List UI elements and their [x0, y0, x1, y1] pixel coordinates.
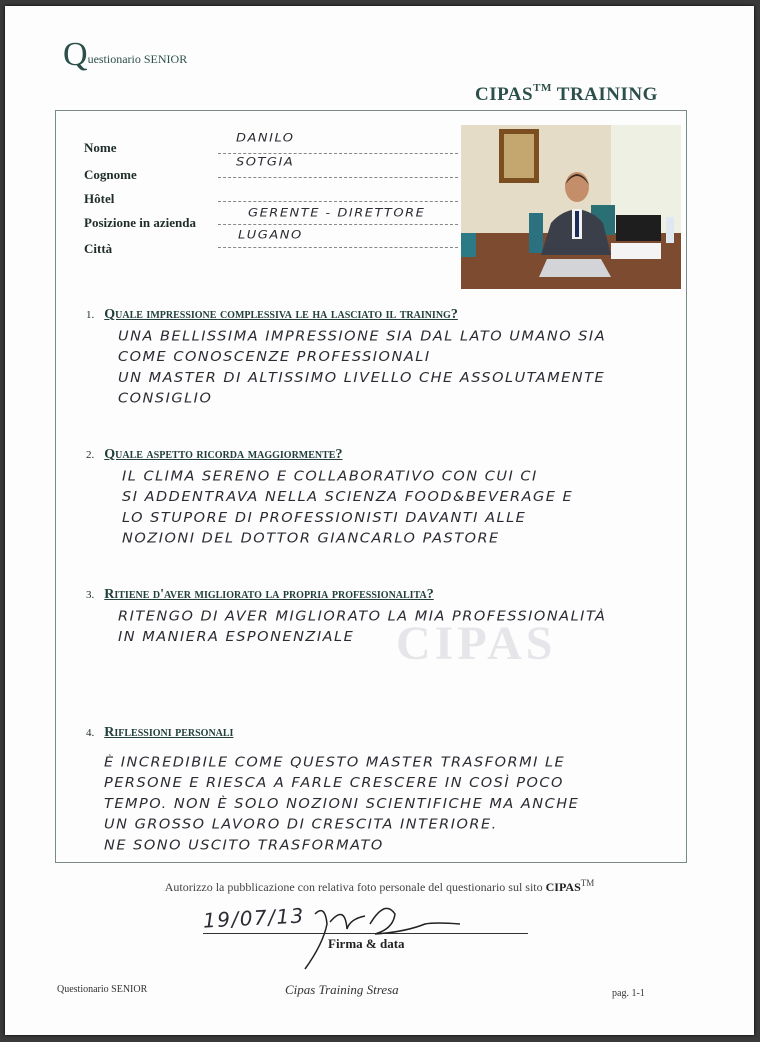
footer-center: Cipas Training Stresa — [285, 982, 399, 997]
field-label-posizione: Posizione in azienda — [84, 215, 196, 230]
answer-4-line: TEMPO. NON È SOLO NOZIONI SCIENTIFICHE MA ANCHE — [104, 797, 580, 812]
field-value-cognome: SOTGIA — [236, 156, 295, 169]
answer-4-line: NE SONO USCITO TRASFORMATO — [104, 838, 384, 853]
question-4-number: 4. — [86, 727, 95, 739]
question-3-title — [86, 587, 676, 603]
signature-date: 19/07/13 — [202, 903, 306, 933]
header-initial: Q — [63, 36, 88, 73]
questionnaire-page — [5, 6, 754, 1035]
field-label-nome: Nome — [84, 140, 117, 155]
question-1-title — [86, 307, 676, 323]
question-2-number: 2. — [86, 449, 95, 461]
answer-2-line: IL CLIMA SERENO E COLLABORATIVO CON CUI CI — [122, 469, 538, 485]
answer-1-line: UNA BELLISSIMA IMPRESSIONE SIA DAL LATO UMANO SIA — [118, 329, 607, 345]
field-value-posizione: GERENTE - DIRETTORE — [248, 207, 426, 220]
field-line-hotel — [218, 201, 458, 202]
question-2 — [86, 447, 676, 559]
answer-3-line: IN MANIERA ESPONENZIALE — [118, 630, 355, 645]
answer-2-line: LO STUPORE DI PROFESSIONISTI DAVANTI ALLE — [122, 511, 527, 526]
answer-4-line: PERSONE E RIESCA A FARLE CRESCERE IN COSÌ POCO — [104, 776, 564, 791]
field-line-cognome — [218, 177, 458, 178]
question-4-title — [86, 725, 676, 741]
answer-2-line: NOZIONI DEL DOTTOR GIANCARLO PASTORE — [122, 531, 500, 547]
field-line-citta — [218, 247, 458, 248]
answer-2 — [122, 467, 676, 550]
answer-4-line: È INCREDIBILE COME QUESTO MASTER TRASFORMI LE — [104, 755, 566, 771]
field-value-nome: DANILO — [236, 132, 295, 145]
answer-2-line: SI ADDENTRAVA NELLA SCIENZA FOOD&BEVERAGE E — [122, 490, 574, 505]
field-label-hotel: Hôtel — [84, 191, 115, 206]
footer-left: Questionario SENIOR — [57, 984, 148, 995]
question-2-text: Quale aspetto ricorda maggiormente? — [104, 447, 343, 462]
question-3-number: 3. — [86, 589, 95, 601]
question-1 — [86, 307, 676, 419]
header-form-title — [63, 38, 187, 72]
authorization-text: Autorizzo la pubblicazione con relativa foto personale del questionario sul sito — [164, 880, 543, 894]
answer-3-line: RITENGO DI AVER MIGLIORATO LA MIA PROFESSIONALITÀ — [118, 609, 607, 625]
question-3 — [86, 587, 676, 653]
form-box — [55, 110, 687, 863]
answer-1 — [118, 327, 676, 410]
footer-page-number: pag. 1-1 — [612, 988, 645, 999]
question-2-title — [86, 447, 676, 463]
question-4-text: Riflessioni personali — [104, 725, 234, 740]
answer-4-line: UN GROSSO LAVORO DI CRESCITA INTERIORE. — [104, 817, 498, 833]
brand-word: TRAINING — [556, 84, 658, 105]
question-4 — [86, 725, 676, 868]
answer-1-line: COME CONOSCENZE PROFESSIONALI — [118, 350, 431, 365]
portrait-photo-illustration — [461, 125, 681, 289]
field-line-nome — [218, 153, 458, 154]
brand-header — [475, 82, 658, 106]
question-3-text: Ritiene d'aver migliorato la propria professionalita? — [104, 587, 434, 602]
header-title-rest: uestionario SENIOR — [87, 52, 188, 66]
field-value-citta: LUGANO — [238, 229, 303, 242]
authorization-tm: TM — [580, 878, 595, 888]
handwritten-signature — [275, 894, 475, 974]
brand-tm: TM — [533, 82, 552, 94]
field-label-citta: Città — [84, 241, 113, 256]
answer-4 — [104, 753, 676, 857]
field-line-posizione — [218, 224, 458, 225]
answer-1-line: CONSIGLIO — [118, 391, 213, 407]
question-1-number: 1. — [86, 309, 95, 321]
answer-1-line: UN MASTER DI ALTISSIMO LIVELLO CHE ASSOLUTAMENTE — [118, 371, 606, 386]
authorization-brand: CIPAS — [545, 880, 581, 894]
authorization-line — [5, 878, 754, 895]
question-1-text: Quale impressione complessiva le ha lasciato il training? — [104, 307, 458, 322]
field-label-cognome: Cognome — [84, 167, 137, 182]
brand-name: CIPAS — [475, 84, 534, 105]
cipas-watermark: CIPAS — [396, 617, 557, 670]
portrait-photo — [461, 125, 681, 289]
signature-label: Firma & data — [328, 936, 405, 951]
